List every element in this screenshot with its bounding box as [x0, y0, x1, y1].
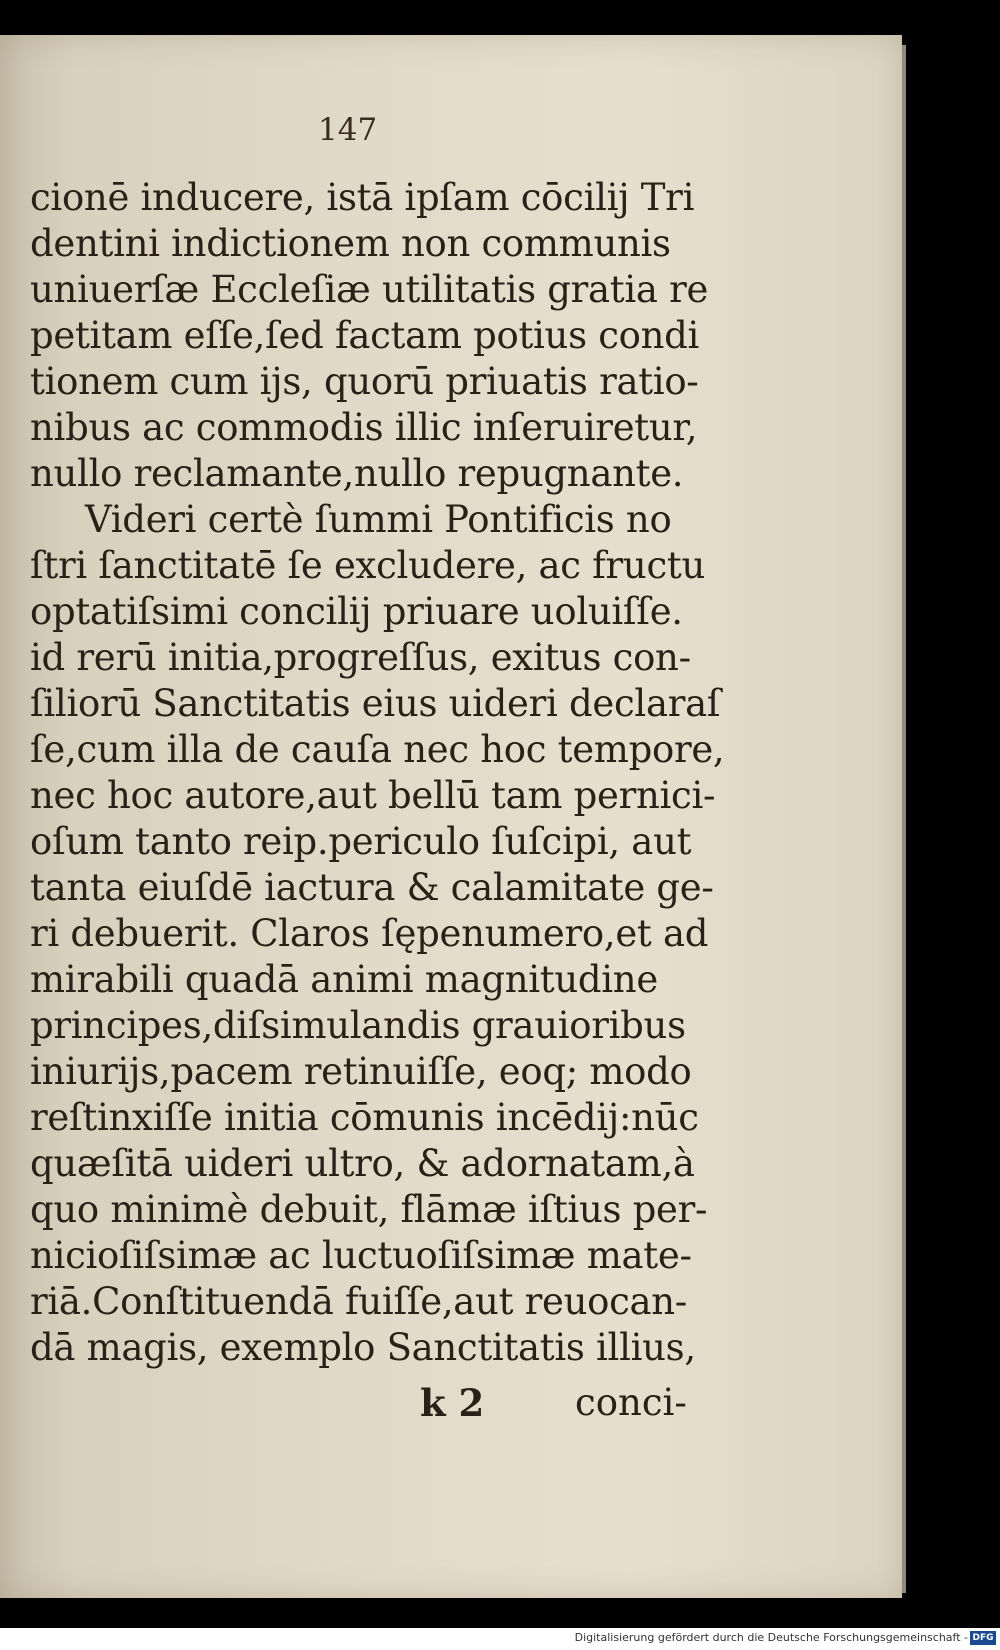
text-line: dentini indictionem non communis — [30, 222, 671, 265]
text-line: nullo reclamante,nullo repugnante. — [30, 452, 684, 495]
text-line: petitam eſſe,ſed factam potius condi — [30, 314, 700, 357]
page-number: 147 — [318, 112, 378, 148]
text-line: Videri certè ſummi Pontificis no — [85, 498, 672, 541]
footer-credit: Digitalisierung gefördert durch die Deutsche Forschungsgemeinschaft - — [574, 1631, 968, 1644]
text-line: dā magis, exemplo Sanctitatis illius, — [30, 1326, 696, 1369]
text-line: nibus ac commodis illic inſeruiretur, — [30, 406, 698, 449]
text-line: reſtinxiſſe initia cōmunis incēdij:nūc — [30, 1096, 699, 1139]
text-line: iniurijs,pacem retinuiſſe, eoq; modo — [30, 1050, 692, 1093]
text-line: cionē inducere, istā ipſam cōcilij Tri — [30, 176, 695, 219]
text-line: id rerū initia,progreſſus, exitus con- — [30, 636, 691, 679]
text-line: nicioſiſsimæ ac luctuoſiſsimæ mate- — [30, 1234, 692, 1277]
text-line: ſe,cum illa de cauſa nec hoc tempore, — [30, 728, 725, 771]
text-line: mirabili quadā animi magnitudine — [30, 958, 658, 1001]
footer-bar — [0, 1628, 1000, 1650]
text-line: riā.Conſtituendā fuiſſe,aut reuocan- — [30, 1280, 688, 1323]
text-line: ſiliorū Sanctitatis eius uideri declaraſ — [30, 682, 721, 725]
text-line: tanta eiuſdē iactura & calamitate ge- — [30, 866, 714, 909]
catchword: conci- — [575, 1381, 687, 1424]
text-line: uniuerſæ Eccleſiæ utilitatis gratia re — [30, 268, 709, 311]
text-line: quo minimè debuit, flāmæ iſtius per- — [30, 1188, 708, 1231]
text-line: ſtri ſanctitatē ſe excludere, ac fructu — [30, 544, 705, 587]
page-edge — [902, 45, 906, 1593]
signature-mark: k 2 — [420, 1381, 485, 1425]
text-line: tionem cum ijs, quorū priuatis ratio- — [30, 360, 699, 403]
book-page — [0, 35, 902, 1598]
text-line: principes,diſsimulandis grauioribus — [30, 1004, 686, 1047]
text-line: ri debuerit. Claros ſępenumero,et ad — [30, 912, 709, 955]
text-line: quæſitā uideri ultro, & adornatam,à — [30, 1142, 695, 1185]
dfg-logo-icon: DFG — [970, 1631, 996, 1645]
text-line: nec hoc autore,aut bellū tam pernici- — [30, 774, 716, 817]
text-block — [30, 175, 725, 1371]
text-line: oſum tanto reip.periculo ſuſcipi, aut — [30, 820, 692, 863]
text-line: optatiſsimi concilij priuare uoluiſſe. — [30, 590, 683, 633]
catchwords-row — [30, 1381, 690, 1427]
